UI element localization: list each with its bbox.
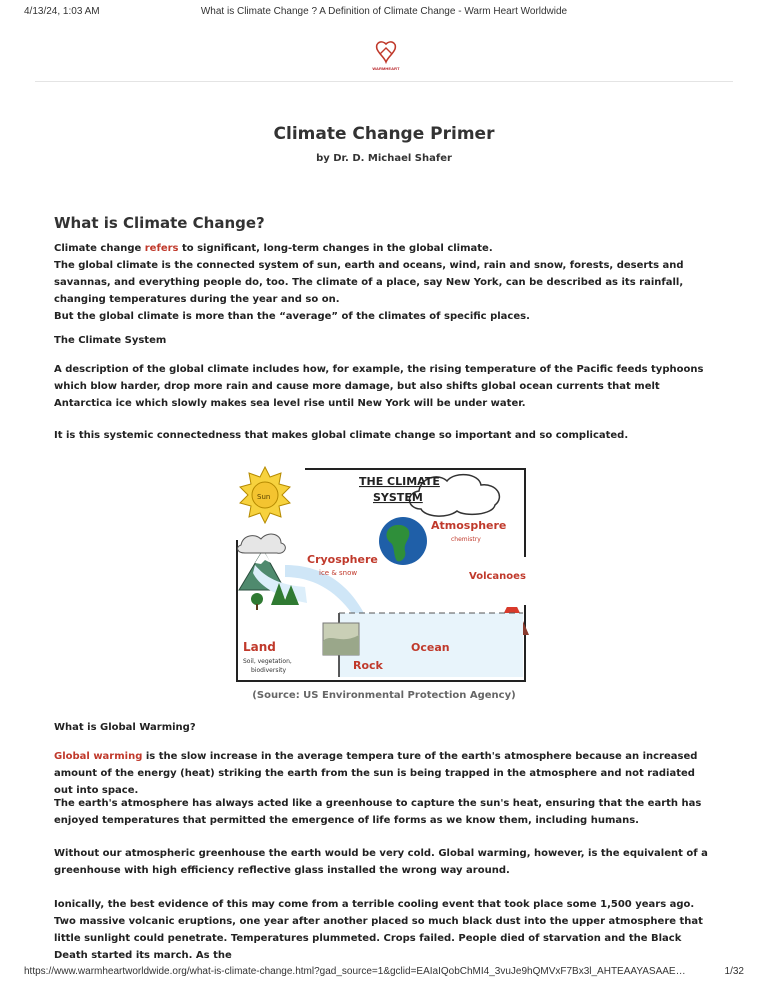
print-page-title: What is Climate Change ? A Definition of Climate Change - Warm Heart Worldwide: [200, 6, 568, 17]
section-heading: What is Climate Change?: [54, 214, 265, 232]
header-divider: [35, 81, 733, 82]
rock-label: Rock: [353, 659, 383, 672]
land-sub-label-2: biodiversity: [251, 667, 287, 674]
volcanoes-label: Volcanoes: [469, 571, 526, 582]
intro-paragraph-3: But the global climate is more than the “average” of the climates of specific places.: [54, 311, 530, 322]
page-number: 1/32: [724, 966, 744, 977]
cryosphere-sub-label: ice & snow: [319, 569, 358, 577]
intro-line-1: Climate change refers to significant, long-term changes in the global climate.: [54, 243, 493, 254]
figure-title-line-1: THE CLIMATE: [359, 475, 440, 488]
intro-block: [54, 240, 716, 325]
connectedness-paragraph: It is this systemic connectedness that makes global climate change so important and so complicated.: [54, 430, 629, 441]
cryosphere-label: Cryosphere: [307, 553, 378, 566]
figure-title-line-2: SYSTEM: [373, 491, 423, 504]
atmosphere-sub-label: chemistry: [451, 536, 481, 543]
article-byline: by Dr. D. Michael Shafer: [316, 153, 452, 164]
refers-link[interactable]: refers: [144, 243, 179, 254]
climate-system-label: The Climate System: [54, 335, 167, 346]
logo-text: WARMHEART: [372, 66, 400, 71]
sun-label: Sun: [257, 493, 271, 501]
global-warming-paragraph-1: Global warming is the slow increase in the average tempera ture of the earth's atmosphere because an increased amount of the energy (heat) striking the earth from the sun is being trapped in the atmosphere and not radiated out into space.: [54, 751, 698, 796]
climate-system-figure: [235, 465, 531, 683]
global-warming-label: What is Global Warming?: [54, 722, 196, 733]
globe-icon: [379, 517, 427, 565]
climate-system-paragraph: A description of the global climate includes how, for example, the rising temperature of the Pacific feeds typhoons which blow harder, drop more rain and cause more damage, but also shifts global ocean currents that melt Antarctica ice which slowly makes sea level rise until New York will be under water.: [54, 364, 704, 409]
global-warming-paragraph-2: The earth's atmosphere has always acted like a greenhouse to capture the sun's heat, ensuring that the earth has enjoyed temperatures that permitted the emergence of life forms as we know them, including humans.: [54, 798, 702, 826]
ocean-label: Ocean: [411, 641, 450, 654]
climate-system-diagram: [235, 465, 531, 683]
global-warming-paragraph-4: Ionically, the best evidence of this may come from a terrible cooling event that took place some 1,500 years ago. Two massive volcanic eruptions, one year after another placed so much black dust into the upper atmosphere that little sunlight could penetrate. Temperatures plummeted. Crops failed. People died of starvation and the Black Death started its march. As the: [54, 899, 703, 961]
print-url: https://www.warmheartworldwide.org/what-is-climate-change.html?gad_source=1&gclid=EAIaIQobChMI4_3vuJe9hQMVxF7Bx3l_AHTEAAYASAAE…: [24, 966, 686, 977]
site-logo[interactable]: [366, 40, 406, 76]
atmosphere-label: Atmosphere: [431, 519, 507, 532]
intro-paragraph-2: The global climate is the connected system of sun, earth and oceans, wind, rain and snow, forests, deserts and savannas, and everything people do, too. The climate of a place, say New York, can be described as its rainfall, changing temperatures during the year and so on.: [54, 260, 684, 305]
figure-caption: (Source: US Environmental Protection Agency): [252, 690, 516, 701]
print-datetime: 4/13/24, 1:03 AM: [24, 6, 100, 17]
global-warming-paragraph-3: Without our atmospheric greenhouse the earth would be very cold. Global warming, however, is the equivalent of a greenhouse with high efficiency reflective glass installed the wrong way around.: [54, 848, 708, 876]
article-title: Climate Change Primer: [273, 124, 495, 144]
land-label: Land: [243, 640, 276, 654]
logo-heart-icon: [366, 40, 406, 68]
land-sub-label-1: Soil, vegetation,: [243, 658, 292, 665]
global-warming-link[interactable]: Global warming: [54, 751, 143, 762]
